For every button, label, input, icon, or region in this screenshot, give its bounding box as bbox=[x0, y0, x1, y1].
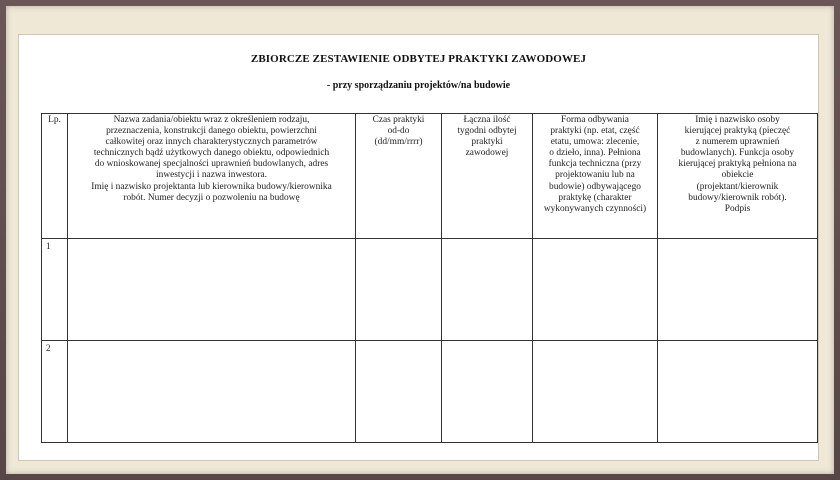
row-number-cell: 1 bbox=[42, 239, 68, 341]
table-cell[interactable] bbox=[658, 341, 818, 443]
document-title: ZBIORCZE ZESTAWIENIE ODBYTEJ PRAKTYKI ZAWODOWEJ bbox=[250, 53, 587, 65]
header-total-weeks: Łączna ilość tygodni odbytej praktyki zawodowej bbox=[442, 114, 533, 239]
table-cell[interactable] bbox=[658, 239, 818, 341]
table-cell[interactable] bbox=[533, 341, 658, 443]
table-header-row bbox=[42, 114, 818, 239]
header-task-description: Nazwa zadania/obiektu wraz z określeniem rodzaju, przeznaczenia, konstrukcji danego obiektu, powierzchni całkowitej oraz innych charakterystycznych parametrów technicznych bądź użytkowych danego obiektu, odpowiednich do wnioskowanej specjalności uprawnień budowlanych, adres inwestycji i nazwa inwestora. Imię i nazwisko projektanta lub kierownika budowy/kierownika robót. Numer decyzji o pozwoleniu na budowę bbox=[68, 114, 356, 239]
table-row bbox=[42, 341, 818, 443]
document-subtitle: - przy sporządzaniu projektów/na budowie bbox=[326, 80, 511, 91]
header-practice-period: Czas praktyki od-do (dd/mm/rrrr) bbox=[356, 114, 442, 239]
row-number-cell: 2 bbox=[42, 341, 68, 443]
header-supervisor: Imię i nazwisko osoby kierującej praktyką (pieczęć z numerem uprawnień budowlanych). Funkcja osoby kierującej praktyką pełniona na obiekcie (projektant/kierownik budowy/kierownik robót). Podpis bbox=[658, 114, 818, 239]
table-cell[interactable] bbox=[356, 341, 442, 443]
header-lp: Lp. bbox=[42, 114, 68, 239]
document-page bbox=[18, 34, 819, 461]
table-cell[interactable] bbox=[533, 239, 658, 341]
table-cell[interactable] bbox=[68, 239, 356, 341]
frame-mat bbox=[6, 6, 834, 474]
table-cell[interactable] bbox=[356, 239, 442, 341]
header-practice-form: Forma odbywania praktyki (np. etat, część etatu, umowa: zlecenie, o dzieło, inna). Pełniona funkcja techniczna (przy projektowaniu lub na budowie) odbywającego praktykę (charakter wykonywanych czynności) bbox=[533, 114, 658, 239]
table-cell[interactable] bbox=[68, 341, 356, 443]
practice-summary-table bbox=[41, 113, 818, 443]
table-cell[interactable] bbox=[442, 239, 533, 341]
table-row bbox=[42, 239, 818, 341]
table-cell[interactable] bbox=[442, 341, 533, 443]
